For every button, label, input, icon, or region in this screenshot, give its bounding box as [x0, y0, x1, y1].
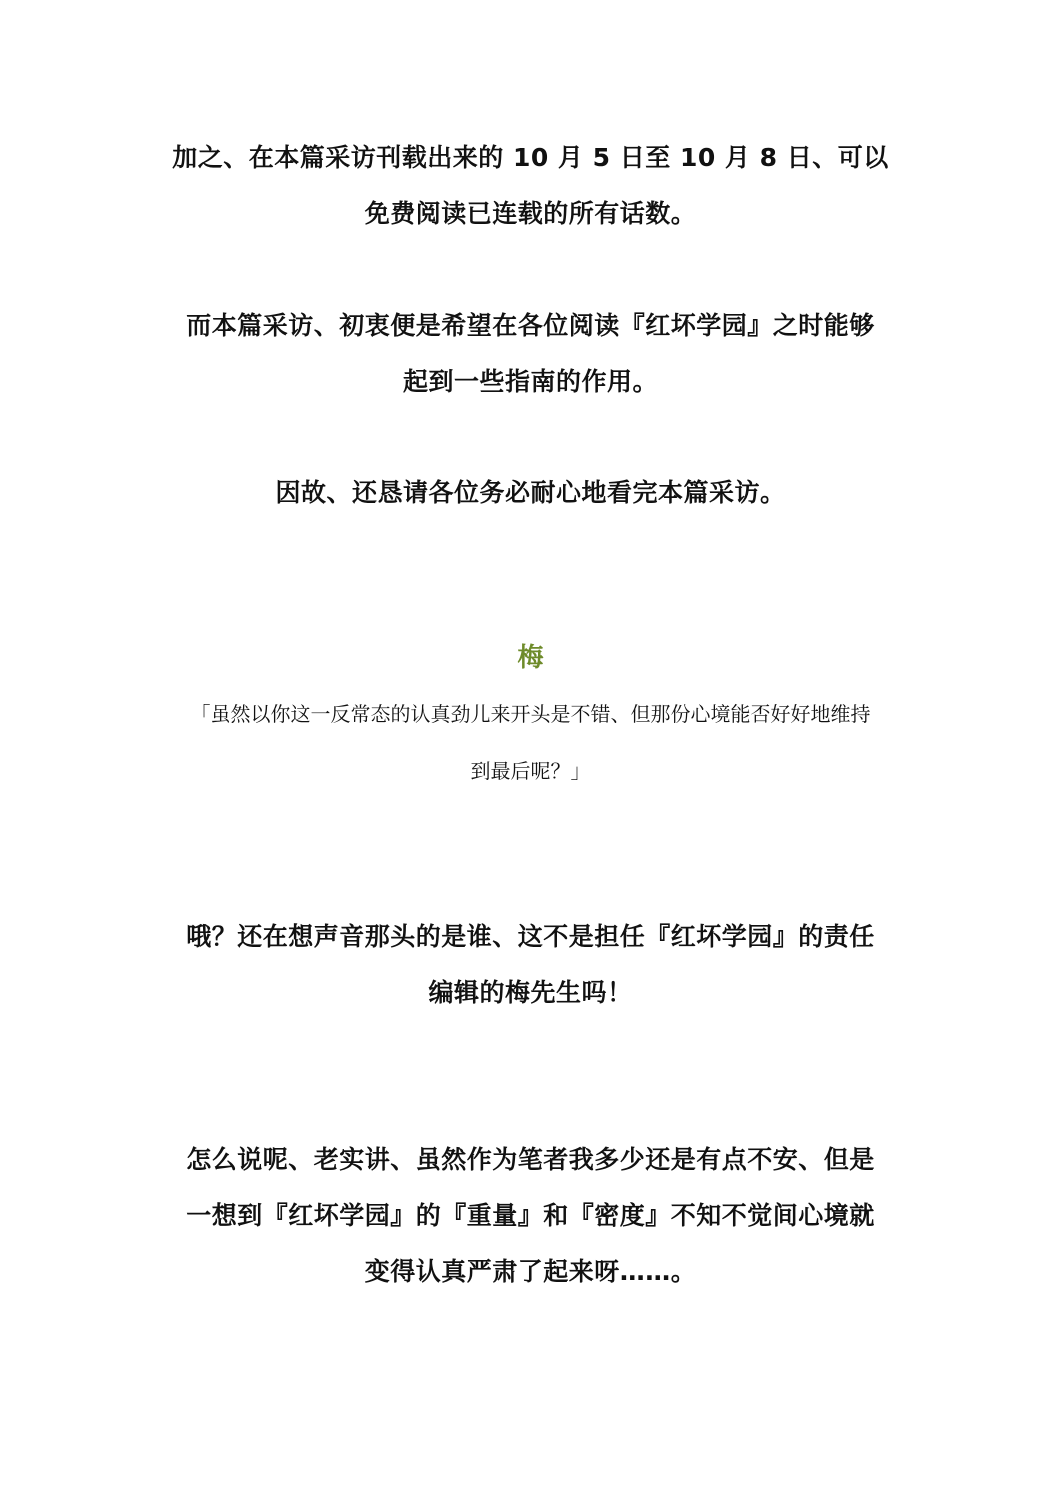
- paragraph-editor-intro: [150, 909, 911, 1021]
- text-line: 起到一些指南的作用。: [402, 367, 658, 396]
- paragraph-request: [150, 465, 911, 521]
- text-line: 怎么说呢、老实讲、虽然作为笔者我多少还是有点不安、但是: [186, 1145, 875, 1174]
- speaker-name: 梅: [517, 643, 544, 673]
- text-line: 一想到『红坏学园』的『重量』和『密度』不知不觉间心境就: [186, 1201, 875, 1230]
- paragraph-author-feelings: [150, 1132, 911, 1300]
- paragraph-interview-purpose: [150, 298, 911, 410]
- text-line: 编辑的梅先生吗！: [428, 978, 633, 1007]
- text-line: 因故、还恳请各位务必耐心地看完本篇采访。: [275, 478, 786, 507]
- text-line: 哦？还在想声音那头的是谁、这不是担任『红坏学园』的责任: [186, 922, 875, 951]
- text-line: 变得认真严肃了起来呀……。: [364, 1257, 697, 1286]
- paragraph-free-reading: [150, 130, 911, 242]
- text-line: 免费阅读已连载的所有话数。: [364, 199, 697, 228]
- quote-line: 「虽然以你这一反常态的认真劲儿来开头是不错、但那份心境能否好好地维持: [190, 702, 871, 726]
- dialogue-quote: [150, 686, 911, 800]
- text-line: 加之、在本篇采访刊载出来的 10 月 5 日至 10 月 8 日、可以: [172, 143, 889, 172]
- text-line: 而本篇采访、初衷便是希望在各位阅读『红坏学园』之时能够: [186, 311, 875, 340]
- quote-line: 到最后呢？」: [470, 759, 591, 783]
